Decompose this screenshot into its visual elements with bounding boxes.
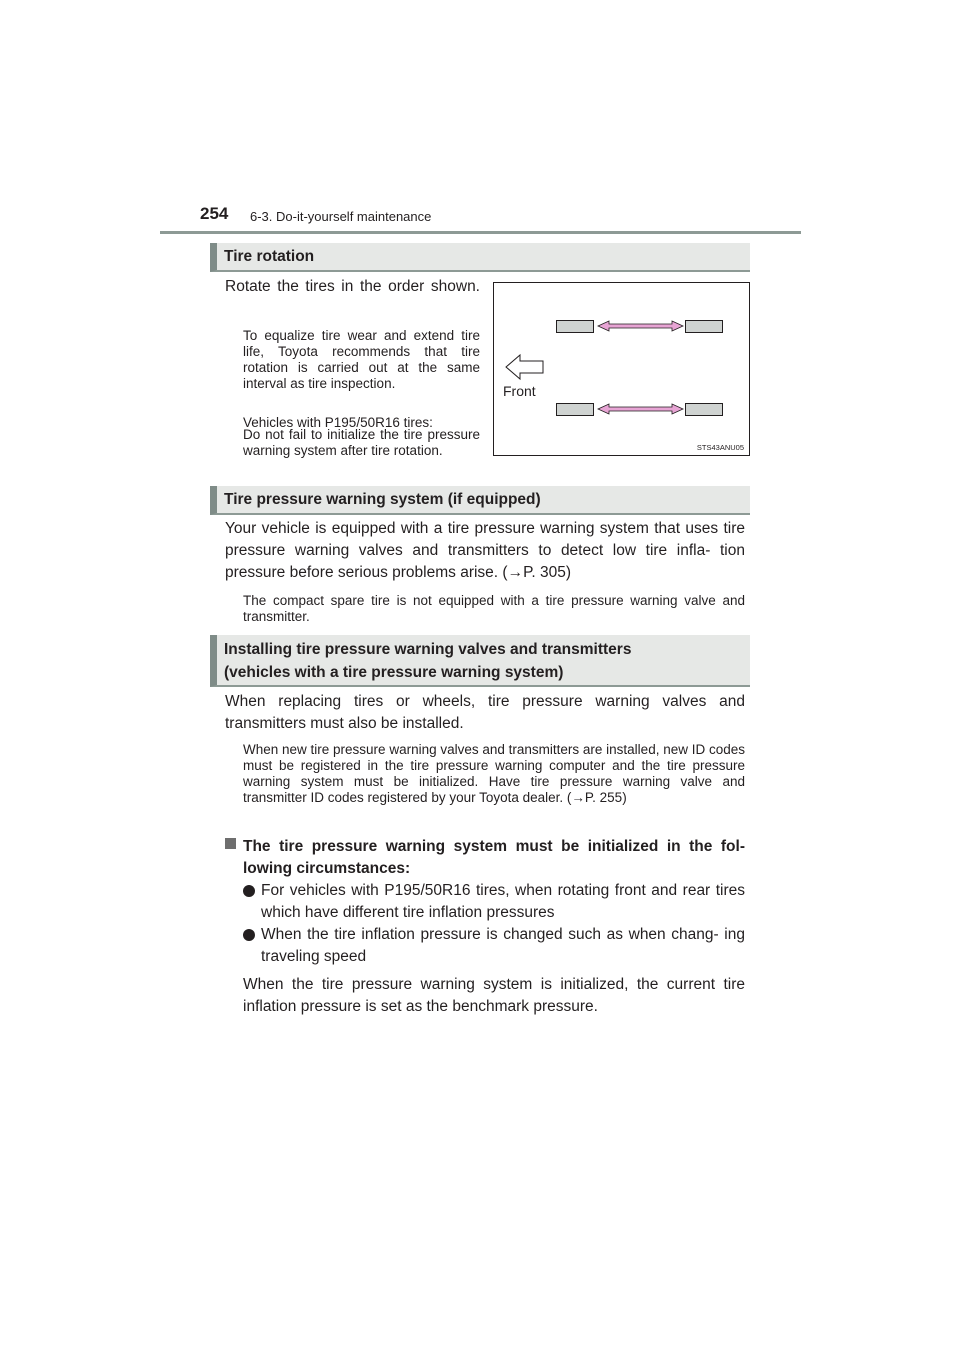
figure-code: STS43ANU05 — [696, 443, 744, 452]
section-heading-tpws: Tire pressure warning system (if equipped) — [210, 486, 750, 515]
bullet-dot-icon — [243, 929, 255, 941]
initialize-reminder-note: Do not fail to initialize the tire pressure warning system after tire rotation. — [243, 427, 480, 458]
chapter-title: 6-3. Do-it-yourself maintenance — [250, 209, 432, 224]
header-divider — [160, 231, 801, 234]
square-bullet-icon — [225, 838, 236, 849]
page-number: 254 — [200, 204, 229, 223]
front-direction-arrow-icon — [506, 355, 543, 379]
section-heading-installing-line1: Installing tire pressure warning valves and transmitters — [224, 641, 632, 658]
section-heading-installing-line2: (vehicles with a tire pressure warning system) — [224, 664, 564, 681]
installing-note: When new tire pressure warning valves and transmitters are installed, new ID codes must be registered in the tire pressure warning computer and the tire pressure warning system must be initialized. Have tire pressure warning valve and transmitter ID codes registered by your Toyota dealer. (→P. 255) — [243, 742, 745, 805]
tire-rotation-body — [225, 276, 480, 298]
tpws-body: Your vehicle is equipped with a tire pressure warning system that uses tire pressure warning valves and transmitters to detect low tire infla- tion pressure before serious problems arise. (→P. 305) — [225, 520, 745, 581]
front-label: Front — [503, 383, 536, 399]
rotation-arrows — [494, 283, 751, 457]
section-heading-installing — [210, 635, 750, 687]
bullet-item: When the tire inflation pressure is changed such as when chang- ing traveling speed — [261, 926, 745, 965]
installing-body: When replacing tires or wheels, tire pressure warning valves and transmitters must also be installed. — [225, 693, 745, 732]
bullet-dot-icon — [243, 885, 255, 897]
tpws-note: The compact spare tire is not equipped with a tire pressure warning valve and transmitter. — [243, 593, 745, 624]
initialize-closing-text: When the tire pressure warning system is initialized, the current tire inflation pressure is set as the benchmark pressure. — [243, 976, 745, 1015]
double-arrow-top — [598, 321, 683, 331]
initialize-heading: The tire pressure warning system must be initialized in the fol- lowing circumstances: — [243, 838, 745, 877]
tire-rotation-figure — [493, 282, 750, 456]
tire-rotation-body-text: Rotate the tires in the order shown. — [225, 278, 480, 295]
tire-rotation-note: To equalize tire wear and extend tire life, Toyota recommends that tire rotation is carried out at the same interval as tire inspection. — [243, 328, 480, 391]
bullet-item: For vehicles with P195/50R16 tires, when rotating front and rear tires which have different tire inflation pressures — [261, 882, 745, 921]
tire-size-note: Vehicles with P195/50R16 tires: — [243, 415, 433, 430]
section-heading-tire-rotation: Tire rotation — [210, 243, 750, 272]
double-arrow-bottom — [598, 404, 683, 414]
